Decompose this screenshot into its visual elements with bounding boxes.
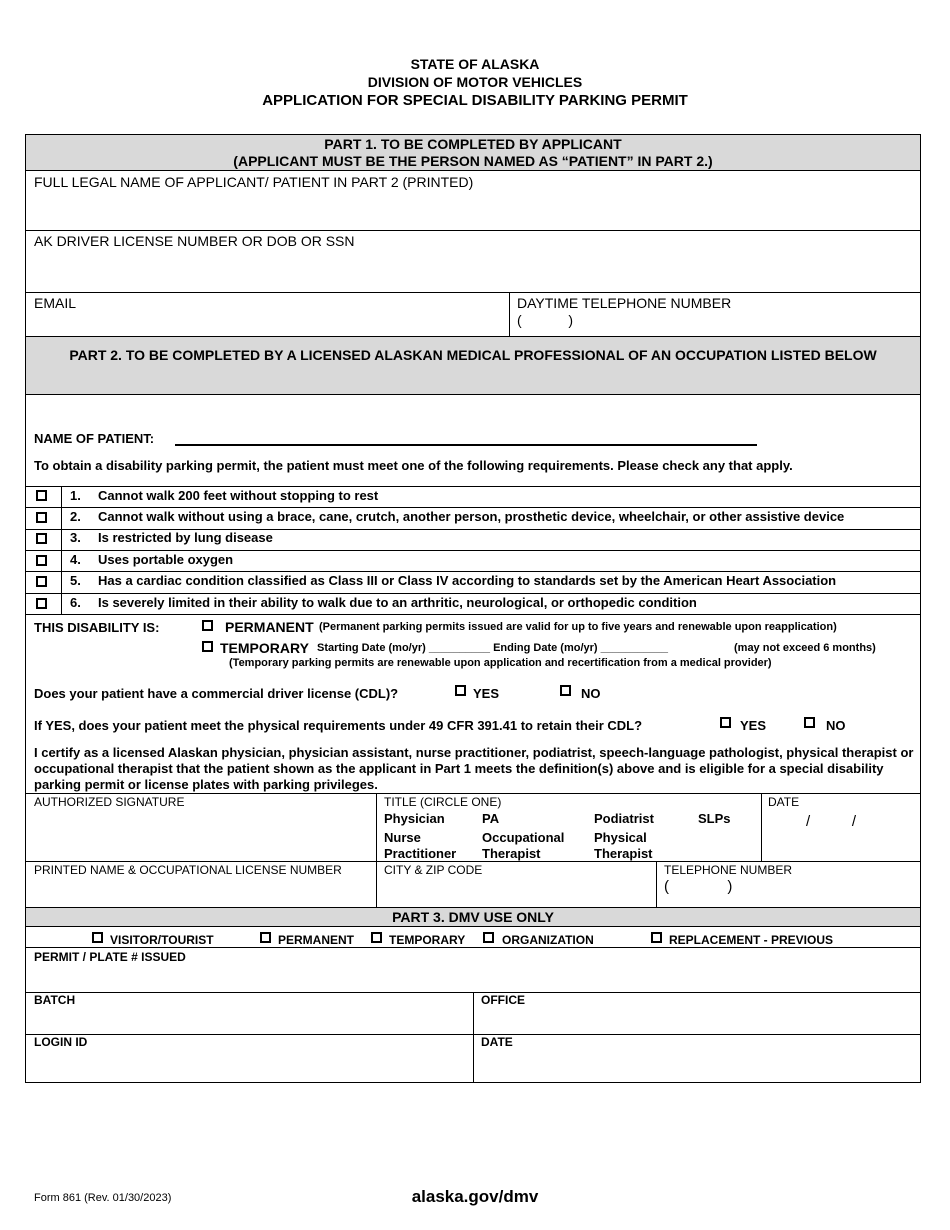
phone-field[interactable]: ( ) xyxy=(517,312,573,328)
date-label: DATE xyxy=(768,795,800,809)
page-title: APPLICATION FOR SPECIAL DISABILITY PARKING PERMIT xyxy=(262,92,688,109)
requirement-2-num: 2. xyxy=(70,509,81,524)
title-physical[interactable]: Physical xyxy=(594,830,647,845)
visitor-label: VISITOR/TOURIST xyxy=(110,933,214,947)
requirement-3-checkbox[interactable] xyxy=(36,533,47,544)
requirement-5-num: 5. xyxy=(70,573,81,588)
replacement-checkbox[interactable] xyxy=(651,932,662,943)
full-name-label: FULL LEGAL NAME OF APPLICANT/ PATIENT IN PART 2 (PRINTED) xyxy=(34,174,474,190)
temporary-label: TEMPORARY xyxy=(220,640,309,656)
office-label: OFFICE xyxy=(481,993,525,1007)
title-physician[interactable]: Physician xyxy=(384,811,445,826)
requirement-1-text: Cannot walk 200 feet without stopping to rest xyxy=(98,488,379,503)
website-link[interactable]: alaska.gov/dmv xyxy=(411,1187,539,1206)
visitor-checkbox[interactable] xyxy=(92,932,103,943)
city-zip-label: CITY & ZIP CODE xyxy=(384,863,483,877)
requirement-6-checkbox[interactable] xyxy=(36,598,47,609)
title-pa[interactable]: PA xyxy=(482,811,500,826)
part3-title: PART 3. DMV USE ONLY xyxy=(392,909,554,925)
requirement-4-checkbox[interactable] xyxy=(36,555,47,566)
city-zip-field[interactable] xyxy=(378,879,654,906)
date-field[interactable]: / / xyxy=(806,813,857,830)
requirement-3-text: Is restricted by lung disease xyxy=(98,530,273,545)
part1-subtitle: (APPLICANT MUST BE THE PERSON NAMED AS “PATIENT” IN PART 2.) xyxy=(233,153,713,169)
title-physical-therapist[interactable]: Therapist xyxy=(594,846,653,861)
patient-name-label: NAME OF PATIENT: xyxy=(34,431,155,446)
requirement-4-num: 4. xyxy=(70,552,81,567)
printed-name-field[interactable] xyxy=(27,879,374,906)
disability-label: THIS DISABILITY IS: xyxy=(34,620,160,635)
full-name-field[interactable] xyxy=(26,192,920,229)
title-podiatrist[interactable]: Podiatrist xyxy=(594,811,654,826)
permanent-checkbox[interactable] xyxy=(202,620,213,631)
requirement-1-checkbox[interactable] xyxy=(36,490,47,501)
dmv-date-field[interactable] xyxy=(475,1050,919,1081)
cdl-no-checkbox[interactable] xyxy=(560,685,571,696)
title-occupational[interactable]: Occupational xyxy=(482,830,565,845)
permanent-note: (Permanent parking permits issued are valid for up to five years and renewable upon reapplication) xyxy=(319,621,837,633)
cdl-req-yes-label: YES xyxy=(740,718,767,733)
requirement-2-text: Cannot walk without using a brace, cane, crutch, another person, prosthetic device, wheelchair, or other assistive device xyxy=(98,509,845,524)
requirement-4-text: Uses portable oxygen xyxy=(98,552,234,567)
certification-text: I certify as a licensed Alaskan physician, physician assistant, nurse practitioner, podiatrist, speech-language pathologist, physical therapist or occupational therapist that the patient shown as the applicant in Part 1 meets the definition(s) above and is eligible for a special disability parking permit or license plates with parking privileges. xyxy=(34,745,914,792)
requirement-1-num: 1. xyxy=(70,488,81,503)
temporary-note: (Temporary parking permits are renewable upon application and recertification from a medical provider) xyxy=(229,657,772,669)
cdl-question: Does your patient have a commercial driver license (CDL)? xyxy=(34,686,399,701)
cdl-req-no-label: NO xyxy=(826,718,846,733)
email-field[interactable] xyxy=(26,312,508,336)
title-occupational-therapist[interactable]: Therapist xyxy=(482,846,541,861)
temporary-dmv-checkbox[interactable] xyxy=(371,932,382,943)
telephone-label: TELEPHONE NUMBER xyxy=(664,863,793,877)
patient-name-field[interactable] xyxy=(175,444,757,446)
login-id-field[interactable] xyxy=(27,1050,471,1081)
login-id-label: LOGIN ID xyxy=(34,1035,88,1049)
replacement-label: REPLACEMENT - PREVIOUS xyxy=(669,933,834,947)
email-label: EMAIL xyxy=(34,295,77,311)
organization-label: ORGANIZATION xyxy=(502,933,594,947)
organization-checkbox[interactable] xyxy=(483,932,494,943)
cdl-no-label: NO xyxy=(581,686,601,701)
header-state: STATE OF ALASKA xyxy=(410,56,540,72)
requirement-2-checkbox[interactable] xyxy=(36,512,47,523)
telephone-field[interactable]: ( ) xyxy=(664,878,733,895)
permanent-dmv-checkbox[interactable] xyxy=(260,932,271,943)
temporary-dmv-label: TEMPORARY xyxy=(389,933,466,947)
temporary-dates[interactable]: Starting Date (mo/yr) __________ Ending Date (mo/yr) ___________ xyxy=(317,642,668,654)
part2-title: PART 2. TO BE COMPLETED BY A LICENSED ALASKAN MEDICAL PROFESSIONAL OF AN OCCUPATION LISTED BELOW xyxy=(69,347,877,363)
header-division: DIVISION OF MOTOR VEHICLES xyxy=(367,74,583,90)
part1-title: PART 1. TO BE COMPLETED BY APPLICANT xyxy=(324,136,622,152)
cdl-requirements-question: If YES, does your patient meet the physical requirements under 49 CFR 391.41 to retain their CDL? xyxy=(34,718,643,733)
title-practitioner[interactable]: Practitioner xyxy=(384,846,457,861)
signature-label: AUTHORIZED SIGNATURE xyxy=(34,795,185,809)
requirement-6-text: Is severely limited in their ability to walk due to an arthritic, neurological, or orthopedic condition xyxy=(98,595,697,610)
title-slps[interactable]: SLPs xyxy=(698,811,731,826)
requirement-5-checkbox[interactable] xyxy=(36,576,47,587)
form-number: Form 861 (Rev. 01/30/2023) xyxy=(34,1192,172,1204)
requirement-5-text: Has a cardiac condition classified as Class III or Class IV according to standards set by the American Heart Association xyxy=(98,573,837,588)
part2-header xyxy=(26,337,920,394)
requirement-6-num: 6. xyxy=(70,595,81,610)
office-field[interactable] xyxy=(475,1008,919,1033)
batch-label: BATCH xyxy=(34,993,76,1007)
title-label: TITLE (CIRCLE ONE) xyxy=(384,795,502,809)
title-nurse[interactable]: Nurse xyxy=(384,830,421,845)
license-label: AK DRIVER LICENSE NUMBER OR DOB OR SSN xyxy=(34,233,355,249)
temporary-limit: (may not exceed 6 months) xyxy=(734,642,876,654)
permanent-label: PERMANENT xyxy=(225,619,314,635)
cdl-yes-checkbox[interactable] xyxy=(455,685,466,696)
permit-label: PERMIT / PLATE # ISSUED xyxy=(34,950,186,964)
cdl-yes-label: YES xyxy=(473,686,500,701)
permit-field[interactable] xyxy=(27,965,919,991)
phone-label: DAYTIME TELEPHONE NUMBER xyxy=(517,295,732,311)
permanent-dmv-label: PERMANENT xyxy=(278,933,355,947)
dmv-date-label: DATE xyxy=(481,1035,513,1049)
signature-field[interactable] xyxy=(27,812,374,859)
printed-name-label: PRINTED NAME & OCCUPATIONAL LICENSE NUMBER xyxy=(34,863,342,877)
cdl-req-no-checkbox[interactable] xyxy=(804,717,815,728)
batch-field[interactable] xyxy=(27,1008,471,1033)
cdl-req-yes-checkbox[interactable] xyxy=(720,717,731,728)
requirements-intro: To obtain a disability parking permit, the patient must meet one of the following requirements. Please check any that apply. xyxy=(34,458,793,473)
temporary-checkbox[interactable] xyxy=(202,641,213,652)
license-field[interactable] xyxy=(26,251,920,291)
requirement-3-num: 3. xyxy=(70,530,81,545)
